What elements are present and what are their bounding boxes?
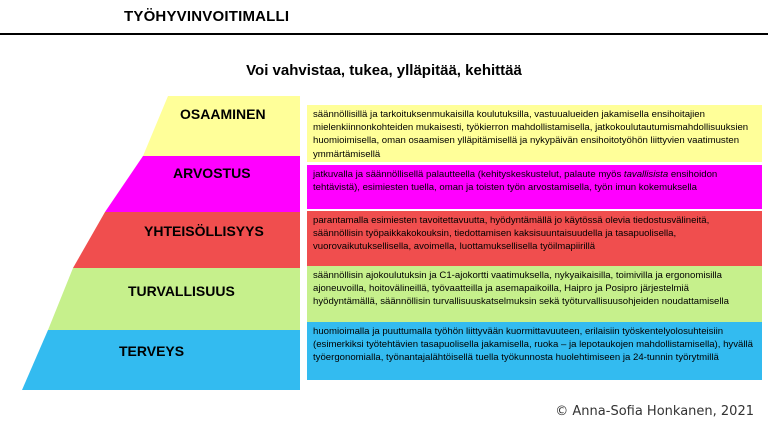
description-box-turvallisuus (307, 266, 762, 322)
diagram-title: TYÖHYVINVOITIMALLI (124, 8, 290, 25)
level-label-osaaminen: OSAAMINEN (180, 106, 266, 122)
pyramid-level-yhteisollisyys (73, 212, 300, 268)
description-text-terveys: huomioimalla ja puuttumalla työhön liittyvään kuormittavuuteen, erilaisiin työskentelyolosuhteisiin (esimerkiksi työtehtävien tasapuolisella jakamisella, ruoka – ja lepotaukojen mahdollistamisella), hyvällä työergonomialla, työnantajalähtöisellä tuella työkunnosta huolehtimiseen ja 24-tunnin työrytmillä (313, 326, 753, 364)
description-box-osaaminen (307, 105, 762, 162)
pyramid-level-terveys (22, 330, 300, 390)
level-label-arvostus: ARVOSTUS (173, 165, 251, 181)
description-text-arvostus-part2: ensihoidon tehtävistä), esimiesten tuella, oman ja toisten työn arvostamisella, työn imun kokemuksella (313, 169, 718, 194)
description-text-arvostus-italic: tavallisista (623, 169, 669, 180)
level-label-yhteisollisyys: YHTEISÖLLISYYS (144, 223, 264, 239)
description-box-terveys (307, 322, 762, 380)
level-label-terveys: TERVEYS (119, 343, 185, 359)
pyramid-level-turvallisuus (48, 268, 300, 330)
description-box-yhteisollisyys (307, 211, 762, 267)
description-text-arvostus-part1: jatkuvalla ja säännöllisellä palautteella (kehityskeskustelut, palaute myös (313, 169, 624, 180)
description-text-osaaminen: säännöllisillä ja tarkoituksenmukaisilla koulutuksilla, vastuualueiden jakamisella ensihoitajien mielenkiinnonkohteiden mukaisesti, työkierron mahdollistamisella, jatkokoulutautumismahdollisuuksien huomioimisella, oman osaamisen ylläpitämisellä ja nykypäivän ensihoitotyöhön liittyvien vaatimusten ymmärtämisellä (313, 109, 749, 160)
pyramid-level-osaaminen (143, 96, 300, 156)
description-box-arvostus (307, 165, 762, 209)
level-label-turvallisuus: TURVALLISUUS (128, 283, 235, 299)
description-text-yhteisollisyys: parantamalla esimiesten tavoitettavuutta, hyödyntämällä jo käytössä olevia tiedostusvälineitä, säännöllisin työpaikkakokouksin, tiedottamisen kaksisuuntaisuudella ja tasapuolisella, vuorovaikutuksellisella, avoimella, luottamuksellisella työilmapiirillä (313, 215, 710, 253)
copyright-notice: © Anna-Sofia Honkanen, 2021 (555, 404, 754, 419)
diagram-subtitle: Voi vahvistaa, tukea, ylläpitää, kehittää (246, 62, 522, 79)
description-text-turvallisuus: säännöllisin ajokoulutuksin ja C1-ajokortti vaatimuksella, nykyaikaisilla, toimivilla ja ergonomisilla ajoneuvoilla, hoitovälineillä, työvaatteilla ja asemapaikoilla, Haipro ja Posipro järjestelmiä hyödyntämällä, säännöllisin turvallisuuskatselmuksin sekä työturvallisuusohjeiden noudattamisella (313, 270, 729, 308)
